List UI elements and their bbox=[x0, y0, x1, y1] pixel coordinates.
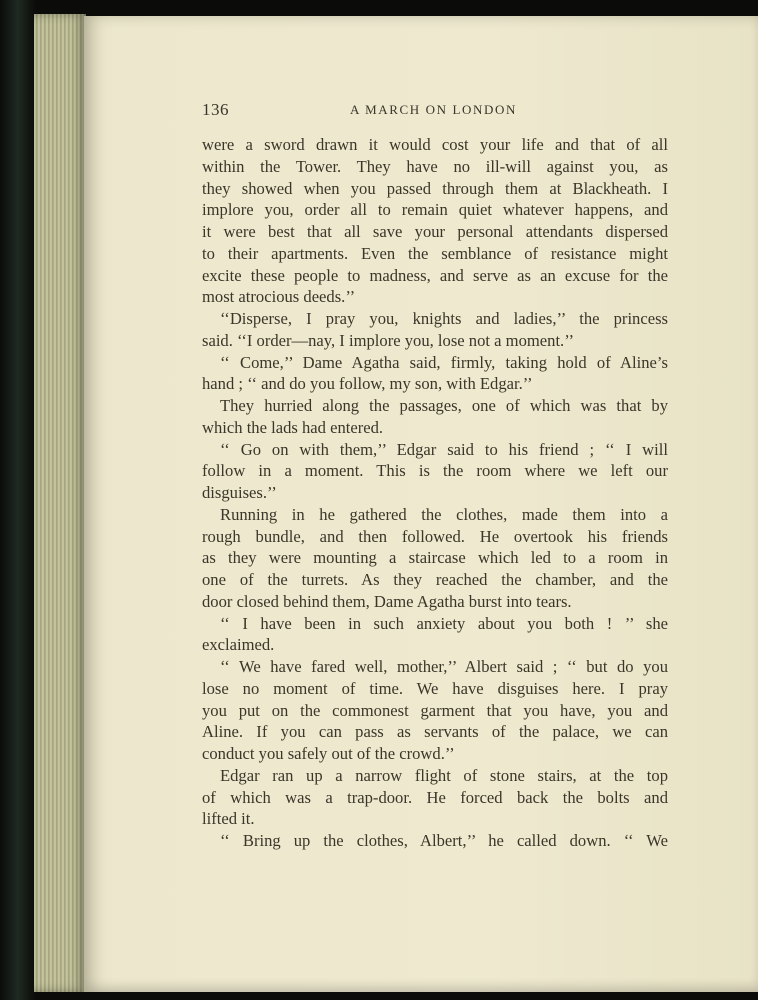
text-line: ‘‘ Bring up the clothes, Albert,’’ he called down. ‘‘ We bbox=[220, 831, 668, 850]
text-line: Aline. If you can pass as servants of the palace, we can bbox=[202, 722, 668, 742]
text-line: door closed behind them, Dame Agatha burst into tears. bbox=[202, 591, 572, 611]
text-line: were a sword drawn it would cost your life and that of all bbox=[202, 135, 668, 154]
text-line: implore you, order all to remain quiet whatever happens, and bbox=[202, 200, 668, 220]
body-text bbox=[202, 134, 668, 852]
text-line: you put on the commonest garment that you have, you and bbox=[202, 700, 668, 720]
text-line: ‘‘ We have fared well, mother,’’ Albert said ; ‘‘ but do you bbox=[220, 657, 668, 676]
text-line: lifted it. bbox=[202, 809, 255, 829]
text-line: Edgar ran up a narrow flight of stone stairs, at the top bbox=[220, 765, 668, 785]
text-line: disguises.’’ bbox=[202, 483, 277, 502]
page-header bbox=[202, 100, 668, 122]
text-line: rough bundle, and then followed. He overtook his friends bbox=[202, 526, 668, 546]
text-line: They hurried along the passages, one of which was that by bbox=[220, 396, 668, 415]
text-line: conduct you safely out of the crowd.’’ bbox=[202, 744, 455, 763]
text-line: within the Tower. They have no ill-will against you, as bbox=[202, 156, 668, 176]
text-line: excite these people to madness, and serve as an excuse for the bbox=[202, 265, 668, 285]
running-head: A MARCH ON LONDON bbox=[350, 102, 517, 117]
text-line: ‘‘ Go on with them,’’ Edgar said to his friend ; ‘‘ I will bbox=[220, 439, 668, 459]
text-line: they showed when you passed through them at Blackheath. I bbox=[202, 178, 668, 198]
text-line: of which was a trap-door. He forced back the bolts and bbox=[202, 787, 668, 807]
text-line: it were best that all save your personal attendants dispersed bbox=[202, 222, 668, 241]
text-line: hand ; ‘‘ and do you follow, my son, with Edgar.’’ bbox=[202, 374, 533, 394]
text-line: to their apartments. Even the semblance of resistance might bbox=[202, 243, 668, 263]
text-line: ‘‘ Come,’’ Dame Agatha said, firmly, taking hold of Aline’s bbox=[220, 352, 668, 372]
text-line: most atrocious deeds.’’ bbox=[202, 287, 356, 307]
page-edges bbox=[34, 14, 86, 992]
text-line: lose no moment of time. We have disguises here. I pray bbox=[202, 678, 668, 698]
text-line: which the lads had entered. bbox=[202, 417, 384, 437]
text-line: ‘‘Disperse, I pray you, knights and ladies,’’ the princess bbox=[220, 309, 668, 328]
text-line: ‘‘ I have been in such anxiety about you both ! ’’ she bbox=[220, 613, 668, 633]
text-line: as they were mounting a staircase which led to a room in bbox=[202, 548, 668, 568]
text-line: follow in a moment. This is the room where we left our bbox=[202, 461, 668, 481]
text-line: Running in he gathered the clothes, made them into a bbox=[220, 504, 668, 524]
text-line: exclaimed. bbox=[202, 635, 275, 655]
text-line: one of the turrets. As they reached the chamber, and the bbox=[202, 570, 668, 589]
text-line: said. ‘‘I order—nay, I implore you, lose not a moment.’’ bbox=[202, 330, 575, 350]
page-number: 136 bbox=[202, 100, 229, 119]
